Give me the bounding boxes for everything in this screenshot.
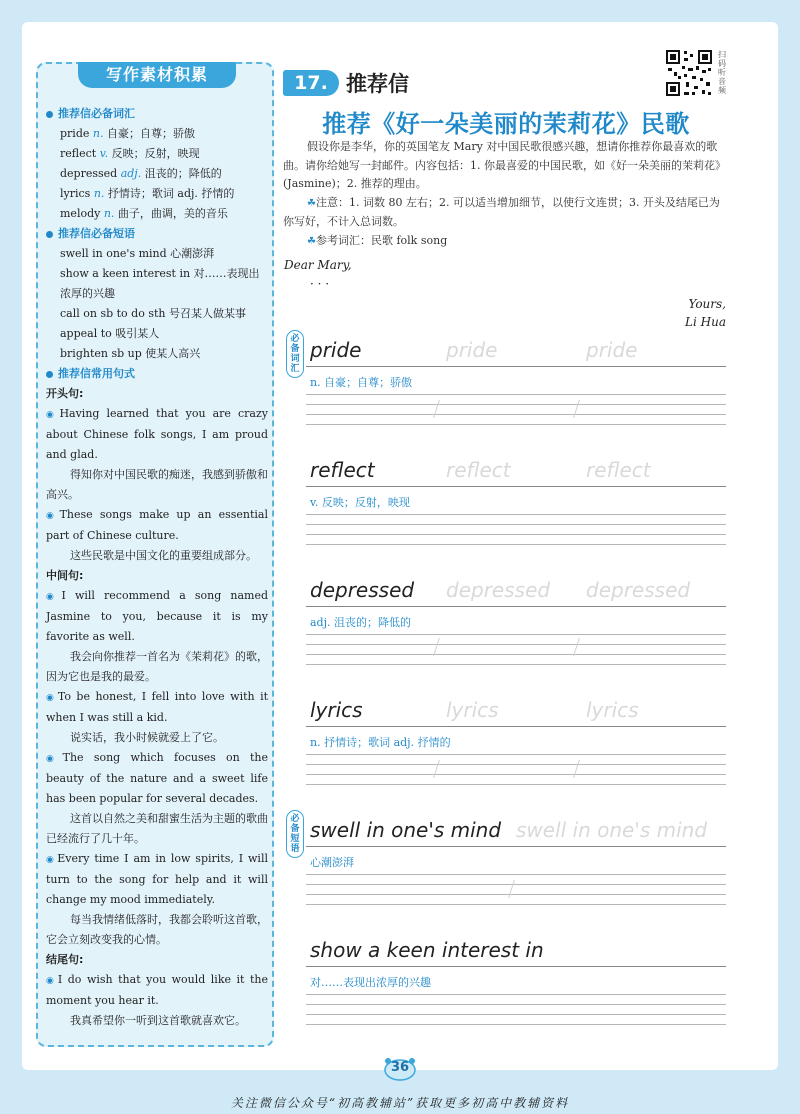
sidebar-title: 写作素材积累 (78, 62, 236, 88)
practice-block (306, 340, 726, 430)
ending-label: 结尾句: (46, 953, 84, 966)
writing-line (306, 846, 726, 847)
bullet-dot-icon (46, 111, 53, 118)
practice-block (306, 940, 726, 1030)
trace-word: depressed (586, 578, 691, 602)
practice-word: lyrics (310, 698, 363, 722)
practice-block (306, 700, 726, 790)
practice-meaning: n. 抒情诗；歌词 adj. 抒情的 (310, 736, 451, 749)
section-heading-phrases: 推荐信必备短语 (46, 224, 268, 244)
sentence-en: ◉ Every time I am in low spirits, I will turn to the song for help and it will change my mood immediately. (46, 852, 268, 906)
writing-line (306, 994, 726, 995)
writing-line (306, 394, 726, 395)
divider-slash (433, 400, 440, 418)
divider-slash (508, 880, 515, 898)
circle-bullet-icon: ◉ (46, 410, 58, 420)
writing-prompt (283, 138, 729, 251)
practice-block (306, 820, 726, 910)
writing-line (306, 904, 726, 905)
lesson-number-badge: 17. (283, 70, 339, 96)
circle-bullet-icon: ◉ (46, 754, 61, 764)
sentence-cn: 说实话，我小时候就爱上了它。 (70, 731, 224, 744)
tag-must-know-phrases: 必备短语 (286, 810, 304, 858)
writing-line (306, 424, 726, 425)
writing-line (306, 486, 726, 487)
sentence-cn: 每当我情绪低落时，我都会聆听这首歌，它会立刻改变我的心情。 (46, 913, 268, 946)
writing-line (306, 764, 726, 765)
divider-slash (573, 760, 580, 778)
writing-line (306, 966, 726, 967)
sentence-en: ◉ I will recommend a song named Jasmine to you, because it is my favorite as well. (46, 589, 268, 643)
circle-bullet-icon: ◉ (46, 976, 56, 986)
letter-ellipsis: · · · (310, 277, 330, 291)
page-number: 36 (390, 1060, 410, 1075)
phrase-item: swell in one's mind 心潮澎湃 (60, 247, 215, 260)
qr-caption: 扫码听音频 (718, 50, 726, 95)
sidebar-body (46, 104, 268, 1031)
sentence-en: ◉ These songs make up an essential part of Chinese culture. (46, 508, 269, 542)
trace-word: depressed (446, 578, 551, 602)
divider-slash (433, 760, 440, 778)
writing-line (306, 366, 726, 367)
prompt-note: ☘注意：1. 词数 80 左右；2. 可以适当增加细节，以使行文连贯；3. 开头及结尾已为你写好，不计入总词数。 (283, 195, 720, 228)
writing-line (306, 874, 726, 875)
vocab-item: lyrics n. 抒情诗；歌词 adj. 抒情的 (60, 187, 235, 200)
circle-bullet-icon: ◉ (46, 511, 58, 521)
vocab-item: depressed adj. 沮丧的；降低的 (60, 167, 222, 180)
practice-meaning: adj. 沮丧的；降低的 (310, 616, 412, 629)
practice-word: reflect (310, 458, 375, 482)
practice-word: depressed (310, 578, 415, 602)
phrase-item: show a keen interest in 对……表现出浓厚的兴趣 (60, 267, 260, 300)
practice-word: swell in one's mind (310, 818, 502, 842)
divider-slash (573, 400, 580, 418)
middle-label: 中间句: (46, 569, 84, 582)
trace-word: lyrics (446, 698, 499, 722)
writing-line (306, 754, 726, 755)
practice-meaning: 对……表现出浓厚的兴趣 (310, 976, 431, 989)
circle-bullet-icon: ◉ (46, 855, 56, 865)
signature: Li Hua (685, 315, 726, 329)
letter-greeting: Dear Mary, (284, 258, 352, 272)
writing-line (306, 654, 726, 655)
page-number-badge (383, 1057, 417, 1081)
circle-bullet-icon: ◉ (46, 592, 60, 602)
writing-line (306, 894, 726, 895)
writing-line (306, 1014, 726, 1015)
trace-word: reflect (446, 458, 511, 482)
practice-meaning: v. 反映；反射，映现 (310, 496, 410, 509)
writing-line (306, 634, 726, 635)
writing-line (306, 514, 726, 515)
prompt-task: 假设你是李华，你的英国笔友 Mary 对中国民歌很感兴趣，想请你推荐你最喜欢的歌曲。请你给她写一封邮件。内容包括：1. 你最喜爱的中国民歌，如《好一朵美丽的茉莉花》(Jasmine)；2. 推荐的理由。 (283, 140, 726, 190)
practice-block (306, 460, 726, 550)
sentence-en: ◉ I do wish that you would like it the moment you hear it. (46, 973, 268, 1007)
sentence-en: ◉ The song which focuses on the beauty of the nature and a sweet life has been popular for several decades. (46, 751, 268, 805)
writing-line (306, 784, 726, 785)
sentence-en: ◉ Having learned that you are crazy about Chinese folk songs, I am proud and glad. (46, 407, 268, 461)
lesson-category: 推荐信 (346, 72, 409, 96)
writing-line (306, 524, 726, 525)
closing-word: Yours, (688, 297, 726, 311)
practice-block (306, 580, 726, 670)
trace-word: reflect (586, 458, 651, 482)
phrase-item: call on sb to do sth 号召某人做某事 (60, 307, 246, 320)
phrase-item: brighten sb up 使某人高兴 (60, 347, 201, 360)
hint-icon: ☘ (307, 197, 316, 209)
writing-line (306, 664, 726, 665)
sentence-en: ◉ To be honest, I fell into love with it when I was still a kid. (46, 690, 269, 724)
sentence-cn: 这些民歌是中国文化的重要组成部分。 (70, 549, 257, 562)
bullet-dot-icon (46, 231, 53, 238)
writing-line (306, 1004, 726, 1005)
writing-line (306, 774, 726, 775)
practice-meaning: n. 自豪；自尊；骄傲 (310, 376, 413, 389)
hint-icon: ☘ (307, 235, 316, 247)
section-heading-sentences: 推荐信常用句式 (46, 364, 268, 384)
writing-line (306, 534, 726, 535)
trace-word: pride (446, 338, 498, 362)
practice-word: show a keen interest in (310, 938, 544, 962)
writing-line (306, 404, 726, 405)
sentence-cn: 我会向你推荐一首名为《茉莉花》的歌，因为它也是我的最爱。 (46, 650, 268, 683)
prompt-reference: ☘参考词汇：民歌 folk song (307, 233, 448, 247)
writing-line (306, 414, 726, 415)
opening-label: 开头句: (46, 387, 84, 400)
trace-word: lyrics (586, 698, 639, 722)
writing-line (306, 1024, 726, 1025)
tag-must-know-words: 必备词汇 (286, 330, 304, 378)
practice-word: pride (310, 338, 362, 362)
sentence-cn: 我真希望你一听到这首歌就喜欢它。 (70, 1014, 246, 1027)
writing-line (306, 544, 726, 545)
footer-notice: 关注微信公众号“初高教辅站”获取更多初高中教辅资料 (230, 1096, 570, 1110)
letter-closing (610, 295, 726, 331)
vocab-item: pride n. 自豪；自尊；骄傲 (60, 127, 195, 140)
page-title: 推荐《好一朵美丽的茉莉花》民歌 (322, 110, 690, 138)
trace-word: pride (586, 338, 638, 362)
writing-line (306, 884, 726, 885)
writing-line (306, 644, 726, 645)
vocab-item: reflect v. 反映；反射，映现 (60, 147, 200, 160)
trace-word: swell in one's mind (516, 818, 708, 842)
circle-bullet-icon: ◉ (46, 693, 56, 703)
practice-meaning: 心潮澎湃 (310, 856, 354, 869)
bullet-dot-icon (46, 371, 53, 378)
phrase-item: appeal to 吸引某人 (60, 327, 160, 340)
qr-code-icon[interactable] (664, 48, 714, 98)
sentence-cn: 得知你对中国民歌的痴迷，我感到骄傲和高兴。 (46, 468, 268, 501)
writing-line (306, 606, 726, 607)
section-heading-vocab: 推荐信必备词汇 (46, 104, 268, 124)
writing-line (306, 726, 726, 727)
writing-material-sidebar (36, 62, 274, 1047)
vocab-item: melody n. 曲子，曲调，美的音乐 (60, 207, 228, 220)
sentence-cn: 这首以自然之美和甜蜜生活为主题的歌曲已经流行了几十年。 (46, 812, 268, 845)
